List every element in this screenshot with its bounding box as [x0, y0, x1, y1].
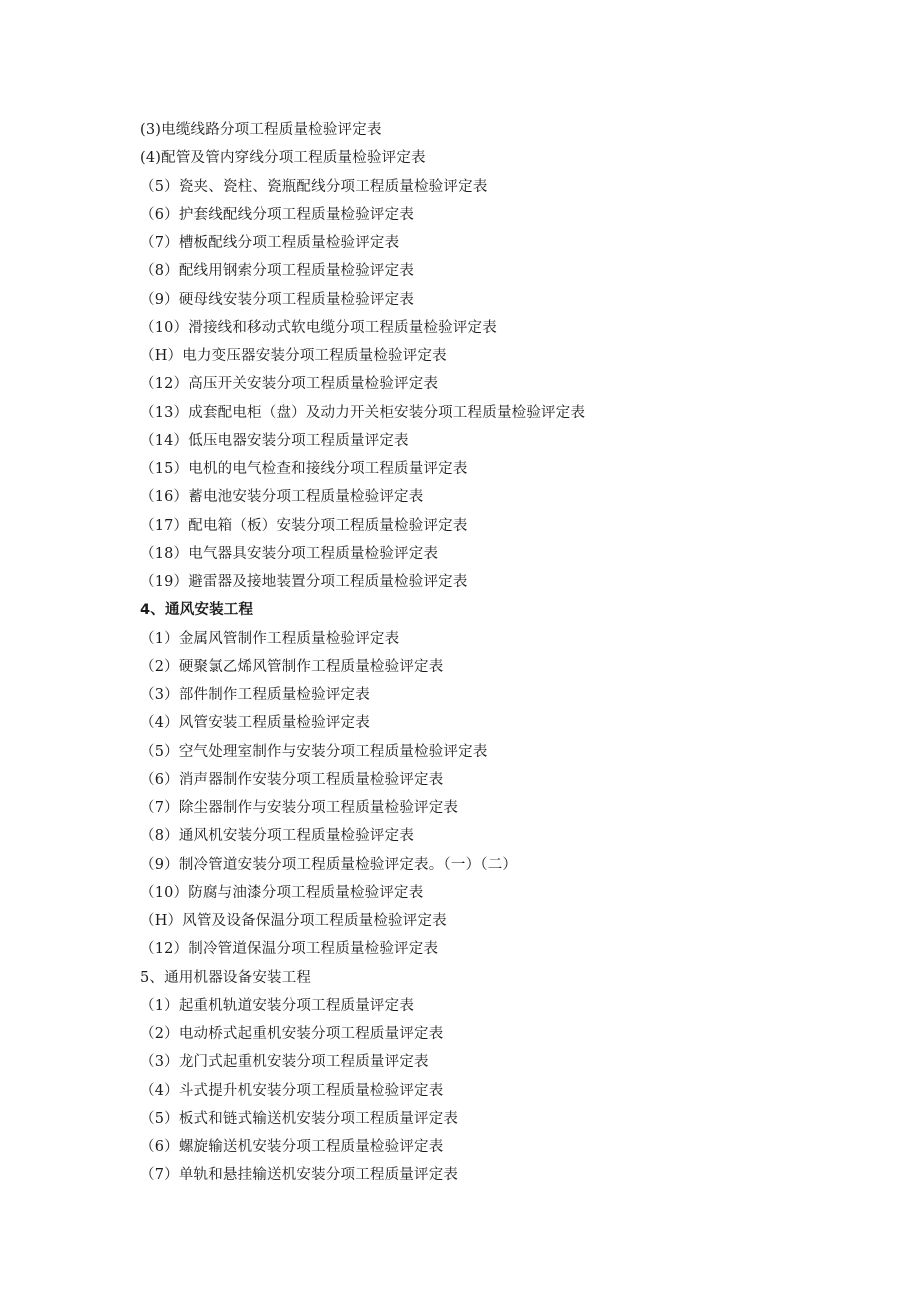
list-item: （9）硬母线安装分项工程质量检验评定表 — [140, 291, 415, 308]
list-item: （2）电动桥式起重机安装分项工程质量评定表 — [140, 1026, 444, 1042]
list-item: （3）龙门式起重机安装分项工程质量评定表 — [140, 1054, 429, 1071]
list-item: （9）制冷管道安装分项工程质量检验评定表。（一）（二） — [140, 856, 518, 873]
list-item: （15）电机的电气检查和接线分项工程质量评定表 — [140, 461, 468, 477]
list-item: （7）除尘器制作与安装分项工程质量检验评定表 — [140, 800, 459, 816]
list-item: （13）成套配电柜（盘）及动力开关柜安装分项工程质量检验评定表 — [140, 404, 586, 421]
list-item: （19）避雷器及接地装置分项工程质量检验评定表 — [140, 574, 468, 590]
list-item: （3）部件制作工程质量检验评定表 — [140, 687, 370, 703]
list-item: （18）电气器具安装分项工程质量检验评定表 — [140, 545, 439, 562]
list-item: （7）单轨和悬挂输送机安装分项工程质量评定表 — [140, 1167, 459, 1184]
list-item: （6）护套线配线分项工程质量检验评定表 — [140, 206, 415, 223]
list-item: （4）斗式提升机安装分项工程质量检验评定表 — [140, 1082, 444, 1099]
list-item: （12）高压开关安装分项工程质量检验评定表 — [140, 376, 439, 393]
list-item: （17）配电箱（板）安装分项工程质量检验评定表 — [140, 517, 468, 534]
list-item: （5）板式和链式输送机安装分项工程质量评定表 — [140, 1110, 459, 1127]
list-item: (4)配管及管内穿线分项工程质量检验评定表 — [140, 150, 426, 167]
list-item: （7）槽板配线分项工程质量检验评定表 — [140, 235, 400, 251]
list-item: （14）低压电器安装分项工程质量评定表 — [140, 432, 409, 449]
list-item: （2）硬聚氯乙烯风管制作工程质量检验评定表 — [140, 658, 444, 675]
list-item: （5）空气处理室制作与安装分项工程质量检验评定表 — [140, 743, 488, 760]
list-item: （16）蓄电池安装分项工程质量检验评定表 — [140, 489, 424, 506]
list-item: （H）风管及设备保温分项工程质量检验评定表 — [140, 913, 447, 929]
list-item: (3)电缆线路分项工程质量检验评定表 — [140, 122, 382, 138]
list-item: （1）起重机轨道安装分项工程质量评定表 — [140, 997, 415, 1014]
section-heading-ventilation: 4、通风安装工程 — [140, 602, 254, 619]
list-item: （10）防腐与油漆分项工程质量检验评定表 — [140, 884, 424, 901]
list-item: （8）通风机安装分项工程质量检验评定表 — [140, 828, 415, 845]
list-item: （1）金属风管制作工程质量检验评定表 — [140, 630, 400, 647]
list-item: （10）滑接线和移动式软电缆分项工程质量检验评定表 — [140, 319, 497, 336]
section-heading-machinery: 5、通用机器设备安装工程 — [140, 969, 312, 986]
document-list — [140, 116, 585, 1190]
list-item: （12）制冷管道保温分项工程质量检验评定表 — [140, 941, 439, 958]
list-item: （6）消声器制作安装分项工程质量检验评定表 — [140, 771, 444, 788]
list-item: （H）电力变压器安装分项工程质量检验评定表 — [140, 348, 447, 364]
list-item: （4）风管安装工程质量检验评定表 — [140, 715, 370, 732]
list-item: （5）瓷夹、瓷柱、瓷瓶配线分项工程质量检验评定表 — [140, 178, 488, 195]
list-item: （8）配线用钢索分项工程质量检验评定表 — [140, 263, 415, 280]
list-item: （6）螺旋输送机安装分项工程质量检验评定表 — [140, 1139, 444, 1155]
